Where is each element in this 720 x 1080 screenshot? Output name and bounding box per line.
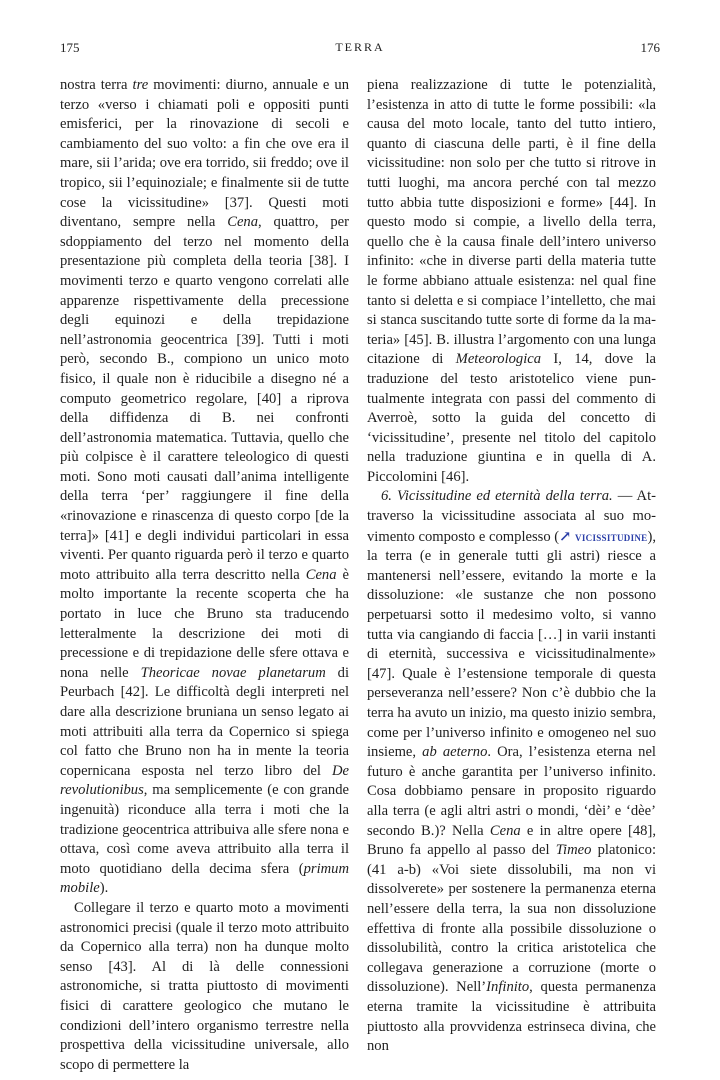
left-column: [60, 76, 349, 1075]
page-number-right: 176: [640, 40, 660, 55]
running-title: TERRA: [335, 40, 385, 54]
page-number-left: 175: [60, 40, 80, 55]
paragraph: Collegare il terzo e quarto moto a movimenti astronomici precisi (quale il terzo moto attribuito da Copernico alla terra) non ha dunque molto senso [43]. Al di là delle connessioni astronomiche, si tratta piuttosto di movimenti fisici di carattere geologico che mutano le condizioni dell’intero organismo terrestre nella prospettiva della vicissitudine universale, allo scopo di permettere la: [60, 899, 349, 1073]
cross-reference-link[interactable]: vicissitudine: [575, 528, 648, 544]
page-header: [60, 40, 660, 60]
paragraph: nostra terra tre movimenti: diurno, annuale e un terzo «verso i chiamati poli e oppositi punti emisferici, per la rinovazione di secoli e cambiamento del suo volto: a fin che ove era il mare, sii l’arida; ove era torrido, sii freddo; ove il tropico, sii l’equinoziale; e finalmente sii de tutte cose la vicissitudine» [37]. Questi moti diventano, sempre nella Cena, quattro, per sdoppiamento del terzo nel momento della presentazione più completa della teoria [38]. I movimenti terzo e quarto vengono correlati alle apparenze rispettivamente della precessione degli equinozi e della trepidazione nell’astronomia geocentrica [39]. Tutti i moti però, secondo B., compiono un unico moto fisico, il quale non è riducibile a disegno né a computo geometrico regolare, [40] a riprova della diffidenza di B. nei confronti dell’astronomia matematica. Tuttavia, quello che più colpisce è il carattere teleologico di questi moti. Sono moti causati dall’anima intelligente della terra ‘per’ raggiungere il fine della «rinovazione e rinascenza di questo corpo [de la terra]» [41] e degli individui particolari in essa viventi. Per quanto riguarda però il terzo e quarto moto attribuito alla terra descritto nella Cena è molto importante la recente scoperta che ha portato in luce che Bruno sta traducendo letteralmente la descrizione dei moti di precessione e di trepidazione delle sfere ottava e nona nelle Theoricae novae planetarum di Peurbach [42]. Le difficoltà degli interpreti nel dare alla descrizione bruniana un senso legato ai moti attribuiti alla terra da Copernico si spiega col fatto che Bruno non ha in mente la teoria copernicana esposta nel terzo libro del De revolutionibus, ma semplicemente (e con grande ingenuità) riconduce alla terra i moti che la tradizione geocentrica attribuiva alle sfere nona e ottava, così come aveva attribuito alla terra il moto quotidiano della decima sfera (primum mobile).: [60, 77, 350, 897]
arrow-icon: ↗: [559, 528, 572, 545]
paragraph: piena realizzazione di tutte le potenzialità, l’esistenza in atto di tutte le forme possibili: «la causa del moto locale, tanto del tutto intiero, quanto di ciascuna delle parti, è il fine della vicissitudine: non solo per che tutto si ritrove in tutti luoghi, ma ancora perché con tal mezzo tutto abbia tutte disposizioni e forme» [44]. In questo modo si compie, a livello della terra, quello che è la causa finale dell’intero universo infinito: «che in diverse parti della materia tutte le forme abbiano attuale esistenza: nel qual fine tanto si deletta e si compiace l’intelletto, che mai si stanca suscitando tutte sorte di forme da la materia» [45]. B. illustra l’argomento con una lunga citazione di Meteorologica I, 14, dove la traduzione del testo aristotelico viene puntualmente integrata con passi del commento di Averroè, sotto la guida del concetto di ‘vicissitudine’, presente nel titolo del capitolo nella traduzione giuntina e in quella di A. Piccolomini [46].: [367, 77, 656, 485]
section-6-paragraph: 6. Vicissitudine ed eternità della terra. — Attraverso la vicissitudine associata al suo movimento composto e complesso (↗ vicissitudine), la terra (e in generale tutti gli astri) riesce a mantenersi nell’essere, evitando la morte e la dissoluzione: «le sustanze che non possono perpetuarsi sotto il medesimo volto, si vanno tutta via cangiando di faccia […] in varii instanti di eternità, successiva e vicissitudinalmente» [47]. Quale è l’estensione temporale di questa perseveranza nell’essere? Non c’è dubbio che la terra ha avuto un inizio, ma questo inizio sembra, come per l’universo infinito e omogeneo nel suo insieme, ab aeterno. Ora, l’esistenza eterna nel futuro è anche garantita per l’universo infinito. Cosa dobbiamo pensare in proposito riguardo alla terra (e agli altri astri o mondi, ‘dèi’ e ‘dèe’ secondo B.)? Nella Cena e in altre opere [48], Bruno fa appello al passo del Timeo platonico: (41 a-b) «Voi siete dissolubili, ma non vi dissolverete» per sostenere la permanenza eterna nell’essere della terra, la sua non dissoluzione effettiva di fronte alla possibile dissoluzione o dissolubilità, contro la critica aristotelica che collegava generazione a corruzione (morte o dissoluzione). Nell’Infinito, questa permanenza eterna tramite la vicissitudine è attribuita piuttosto alla provvidenza estrinseca divina, che non: [367, 488, 656, 1055]
right-column: [367, 76, 656, 1057]
